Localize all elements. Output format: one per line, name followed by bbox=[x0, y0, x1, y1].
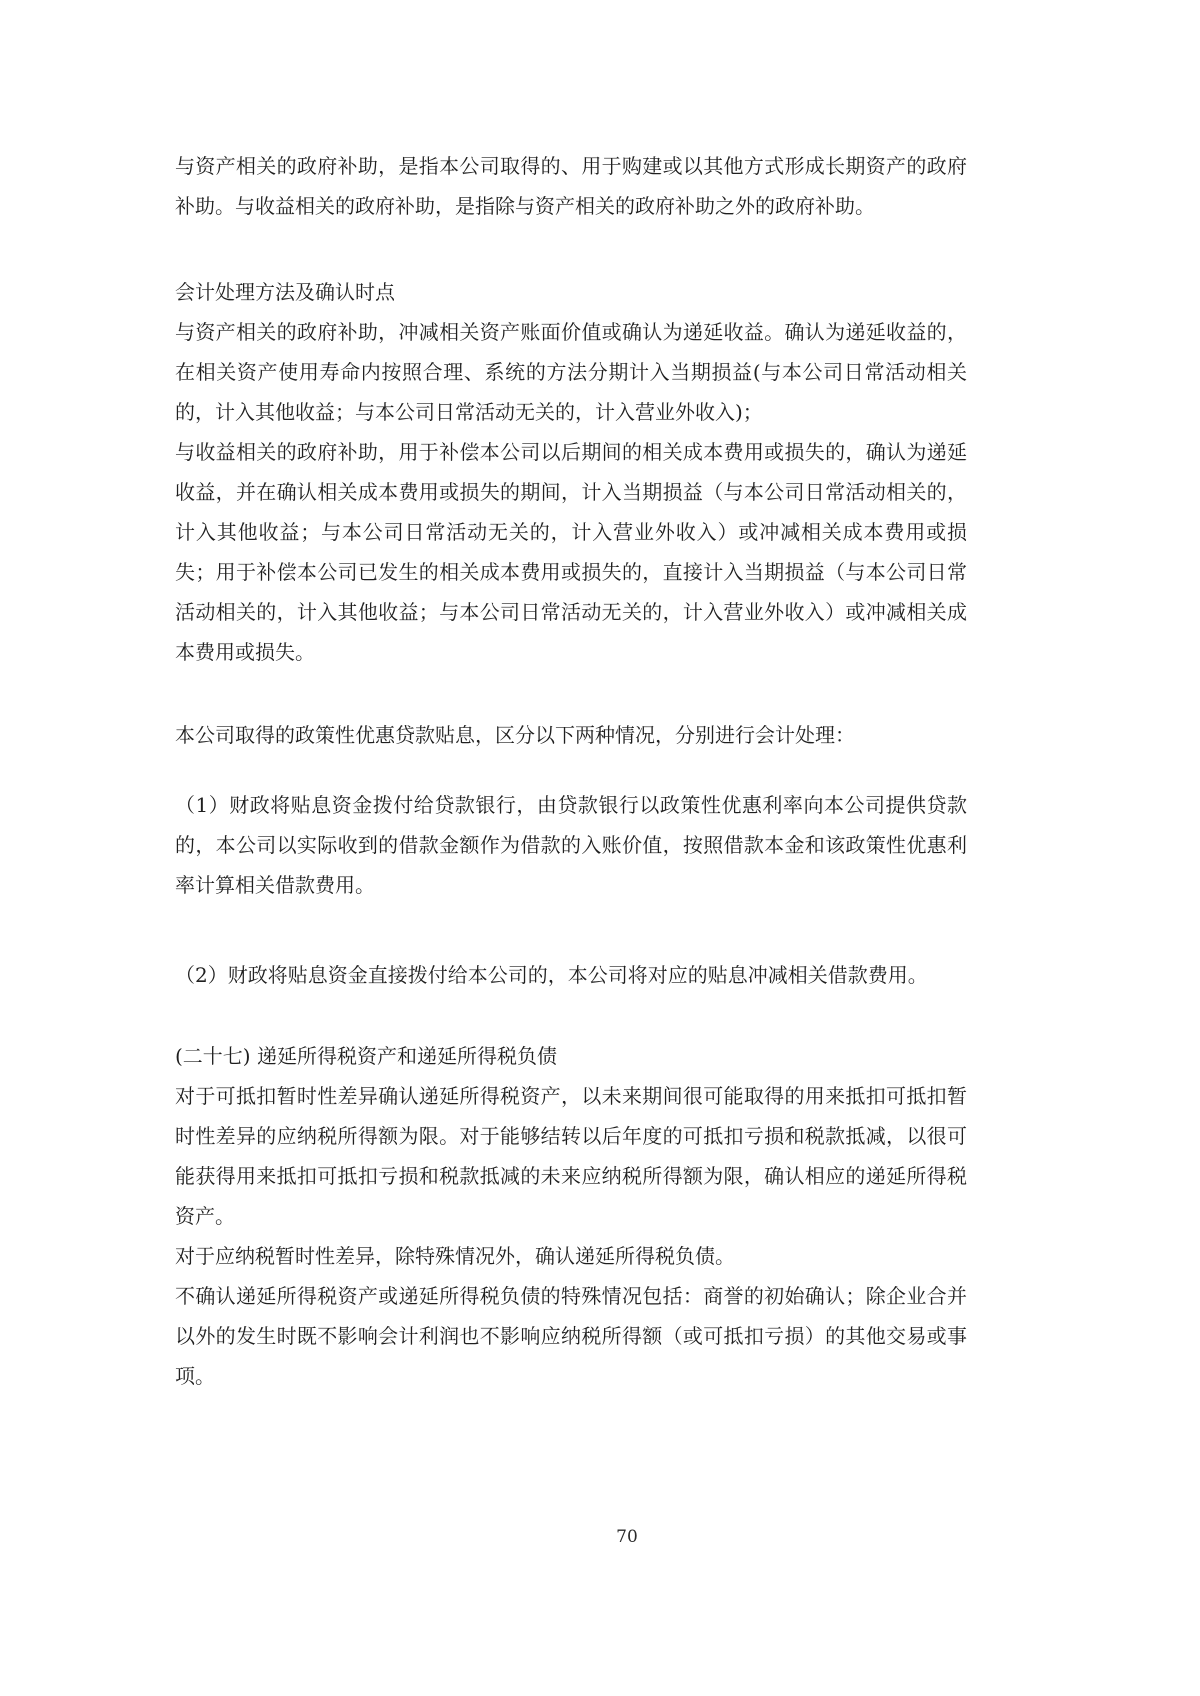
paragraph-income-related-grant-treatment: 与收益相关的政府补助，用于补偿本公司以后期间的相关成本费用或损失的，确认为递延收益，并在确认相关成本费用或损失的期间，计入当期损益（与本公司日常活动相关的，计入其他收益；与本公司日常活动无关的，计入营业外收入）或冲减相关成本费用或损失；用于补偿本公司已发生的相关成本费用或损失的，直接计入当期损益（与本公司日常活动相关的，计入其他收益；与本公司日常活动无关的，计入营业外收入）或冲减相关成本费用或损失。 bbox=[175, 440, 967, 664]
accounting-treatment-heading: 会计处理方法及确认时点 bbox=[175, 280, 395, 304]
paragraph-deferred-tax-liability: 对于应纳税暂时性差异，除特殊情况外，确认递延所得税负债。 bbox=[175, 1244, 735, 1268]
paragraph-deferred-tax-asset: 对于可抵扣暂时性差异确认递延所得税资产，以未来期间很可能取得的用来抵扣可抵扣暂时性差异的应纳税所得额为限。对于能够结转以后年度的可抵扣亏损和税款抵减，以很可能获得用来抵扣可抵扣亏损和税款抵减的未来应纳税所得额为限，确认相应的递延所得税资产。 bbox=[175, 1084, 967, 1228]
page-number: 70 bbox=[616, 1527, 638, 1547]
paragraph-deferred-tax-exceptions: 不确认递延所得税资产或递延所得税负债的特殊情况包括：商誉的初始确认；除企业合并以外的发生时既不影响会计利润也不影响应纳税所得额（或可抵扣亏损）的其他交易或事项。 bbox=[175, 1284, 967, 1388]
paragraph-asset-related-grant-treatment: 与资产相关的政府补助，冲减相关资产账面价值或确认为递延收益。确认为递延收益的，在相关资产使用寿命内按照合理、系统的方法分期计入当期损益(与本公司日常活动相关的，计入其他收益；与本公司日常活动无关的，计入营业外收入)； bbox=[175, 320, 967, 424]
paragraph-loan-discount-case-1: （1）财政将贴息资金拨付给贷款银行，由贷款银行以政策性优惠利率向本公司提供贷款的，本公司以实际收到的借款金额作为借款的入账价值，按照借款本金和该政策性优惠利率计算相关借款费用。 bbox=[175, 793, 967, 897]
deferred-tax-section-heading: (二十七) 递延所得税资产和递延所得税负债 bbox=[175, 1044, 557, 1068]
text-block bbox=[175, 146, 967, 1396]
paragraph-government-grant-definition: 与资产相关的政府补助，是指本公司取得的、用于购建或以其他方式形成长期资产的政府补助。与收益相关的政府补助，是指除与资产相关的政府补助之外的政府补助。 bbox=[175, 154, 967, 218]
paragraph-loan-discount-case-2: （2）财政将贴息资金直接拨付给本公司的，本公司将对应的贴息冲减相关借款费用。 bbox=[175, 963, 928, 987]
paragraph-policy-loan-discount-intro: 本公司取得的政策性优惠贷款贴息，区分以下两种情况，分别进行会计处理： bbox=[175, 723, 855, 747]
